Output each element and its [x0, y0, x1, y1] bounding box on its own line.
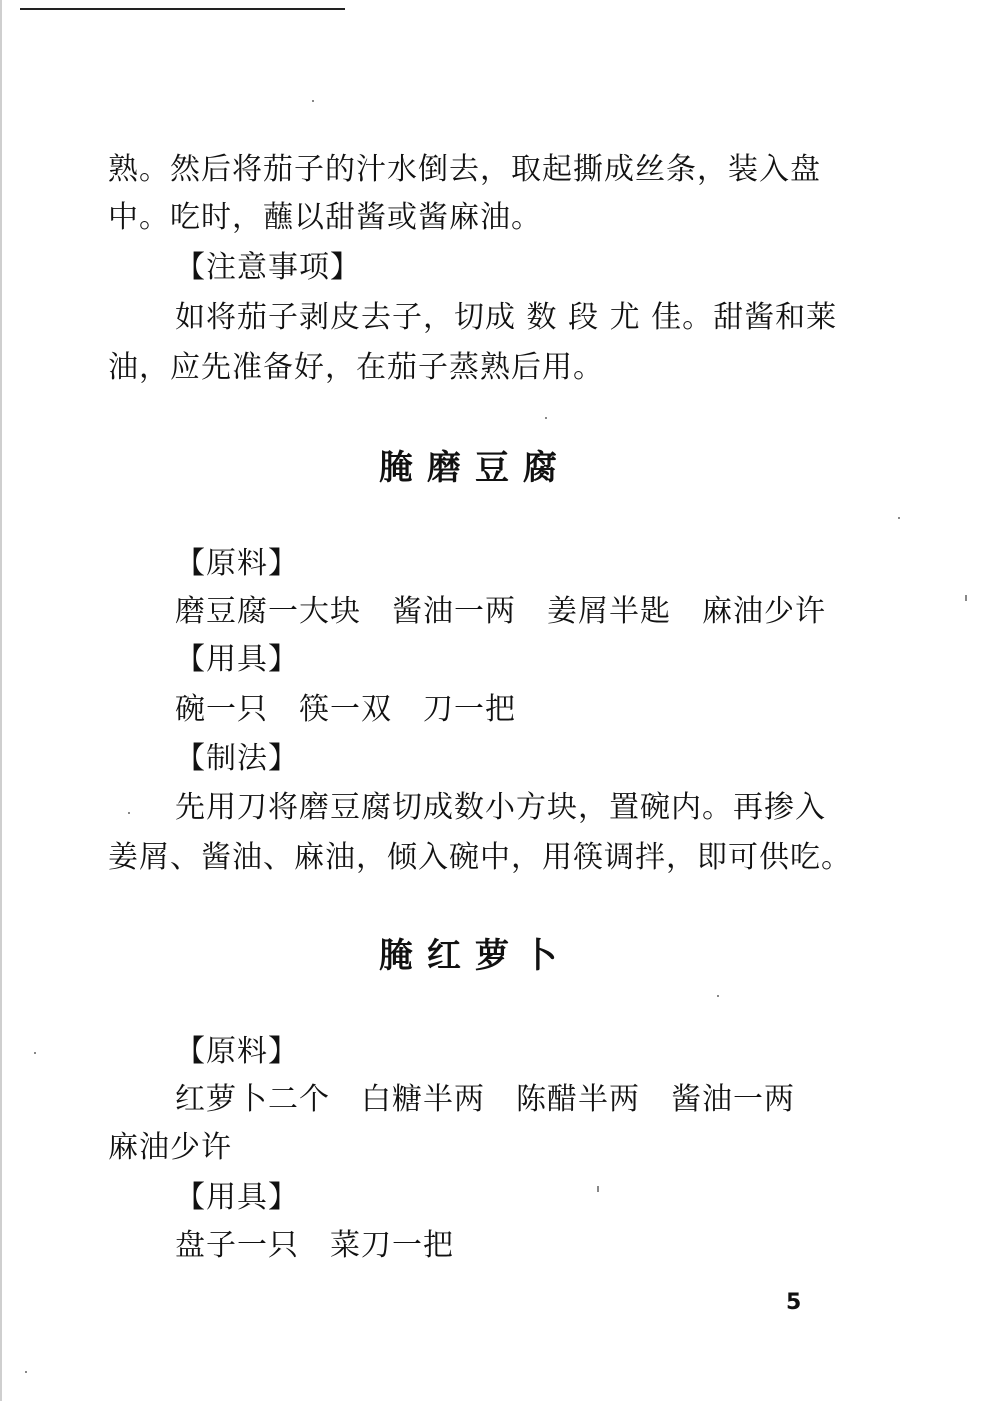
tofu-materials: 磨豆腐一大块 酱油一两 姜屑半匙 麻油少许 [175, 594, 826, 629]
tofu-tools: 碗一只 筷一双 刀一把 [175, 692, 516, 727]
page-number: 5 [786, 1290, 802, 1315]
scan-speck [25, 1371, 27, 1373]
recipe-title-tofu: 腌磨豆腐 [379, 448, 571, 488]
tofu-method-line-1: 先用刀将磨豆腐切成数小方块，置碗内。再掺入 [175, 790, 826, 825]
top-rule [20, 8, 345, 10]
carrot-tools: 盘子一只 菜刀一把 [175, 1228, 454, 1263]
intro-line-2: 中。吃时，蘸以甜酱或酱麻油。 [108, 200, 542, 235]
tofu-tools-heading: 【用具】 [175, 642, 299, 677]
notes-line-1: 如将茄子剥皮去子，切成 数 段 尤 佳。甜酱和莱 [175, 300, 838, 335]
notes-line-2: 油，应先准备好，在茄子蒸熟后用。 [108, 350, 604, 385]
scan-speck [717, 995, 719, 997]
tofu-method-line-2: 姜屑、酱油、麻油，倾入碗中，用筷调拌，即可供吃。 [108, 840, 852, 875]
scan-speck [312, 100, 314, 102]
page-edge-shadow [0, 0, 2, 1401]
carrot-materials-heading: 【原料】 [175, 1034, 299, 1069]
scan-speck [128, 812, 130, 814]
scan-speck [545, 417, 547, 419]
tofu-method-heading: 【制法】 [175, 741, 299, 776]
intro-line-1: 熟。然后将茄子的汁水倒去，取起撕成丝条，装入盘 [108, 152, 821, 187]
tofu-materials-heading: 【原料】 [175, 546, 299, 581]
scan-speck [34, 1052, 36, 1054]
scan-speck [965, 595, 967, 601]
scan-speck [898, 517, 900, 519]
recipe-title-carrot: 腌红萝卜 [379, 936, 571, 976]
carrot-tools-heading: 【用具】 [175, 1180, 299, 1215]
carrot-materials-line-2: 麻油少许 [108, 1130, 232, 1165]
scan-speck [597, 1186, 599, 1192]
notes-heading: 【注意事项】 [175, 250, 361, 285]
carrot-materials-line-1: 红萝卜二个 白糖半两 陈醋半两 酱油一两 [175, 1082, 795, 1117]
